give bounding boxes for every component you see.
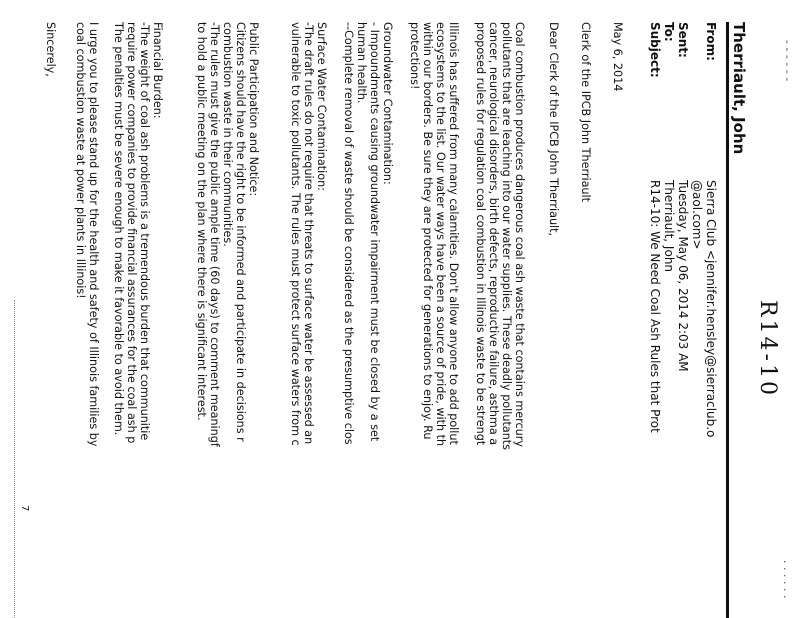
- letter-recipient: Clerk of the IPCB John Therriault: [579, 22, 592, 203]
- body-line: cancer, neurological disorders, birth defects, reproductive failure, asthma a: [487, 22, 500, 446]
- edge-mark-left: - - - - - -: [781, 40, 794, 82]
- body-line: -The draft rules do not require that threats to surface water be assessed an: [302, 22, 315, 445]
- body-line: - Impoundments causing groundwater impairment must be closed by a set: [368, 22, 381, 442]
- scan-footer-mark: [14, 300, 15, 618]
- body-line: The penalties must be severe enough to make it favorable to avoid them.: [112, 22, 125, 436]
- letter-date: May 6, 2014: [611, 22, 624, 92]
- body-line: Coal combustion produces dangerous coal ash waste that contains mercury: [513, 22, 526, 447]
- header-label-sent: Sent:: [676, 22, 690, 58]
- header-divider: [726, 22, 729, 618]
- header-value-sent: Tuesday, May 06, 2014 2:03 AM: [676, 180, 690, 372]
- body-line: human health.: [355, 22, 368, 104]
- body-line: within our borders. Be sure they are protected for generations to enjoy. Ru: [421, 22, 434, 440]
- body-line: Illinois has suffered from many calamities. Don't allow anyone to add pollut: [447, 22, 460, 445]
- sender-name: Therriault, John: [730, 22, 748, 155]
- body-line: --Complete removal of waste should be considered as the presumptive clos: [342, 22, 355, 445]
- body-line: to hold a public meeting on the plan where there is significant interest.: [195, 22, 208, 421]
- letter-signoff: Sincerely,: [44, 22, 57, 77]
- body-line: Citizens should have the right to be informed and participate in decisions r: [234, 22, 247, 442]
- body-line: require power companies to provide financial assurances for the coal ash p: [125, 22, 138, 444]
- header-value-from-cont: @aol.com>: [690, 180, 704, 250]
- header-value-from: Sierra Club <jennifer.hensley@sierraclub.o: [704, 180, 718, 438]
- letter-salutation: Dear Clerk of the IPCB John Therriault,: [547, 22, 560, 237]
- body-line: proposed rules for regulation coal combustion in Illinois waste to be strengt: [474, 22, 487, 446]
- section-heading: Groundwater Contamination:: [381, 22, 394, 185]
- header-label-subject: Subject:: [648, 22, 662, 78]
- body-line: vulnerable to toxic pollutants. The rules must protect surface waters from c: [289, 22, 302, 446]
- body-line: combustion waste in their communities.: [221, 22, 234, 247]
- body-line: ecosystems to the list. Our water ways have been a source of pride, with th: [434, 22, 447, 447]
- body-line: pollutants that are leaching into our water supplies. These deadly pollutants: [500, 22, 513, 450]
- edge-mark-right: . . . . . .: [781, 560, 794, 599]
- header-value-subject: R14-10: We Need Coal Ash Rules that Prot: [648, 180, 662, 433]
- header-value-to: Therriault, John: [662, 180, 676, 273]
- page-number: 7: [19, 505, 30, 512]
- section-heading: Financial Burden:: [151, 22, 164, 119]
- body-line: protections!: [408, 22, 421, 90]
- body-line: -The weight of coal ash problems is a tremendous burden that communitie: [138, 22, 151, 441]
- docket-stamp: R14-10: [755, 300, 780, 398]
- header-label-to: To:: [662, 22, 676, 42]
- body-line: I urge you to please stand up for the health and safety of Illinois families by: [87, 22, 100, 447]
- section-heading: Public Participation and Notice:: [247, 22, 260, 197]
- body-line: coal combustion waste at power plants in Illinois!: [74, 22, 87, 299]
- section-heading: Surface Water Contamination:: [315, 22, 328, 191]
- header-label-from: From:: [704, 22, 718, 61]
- body-line: -The rules must give the public ample time (60 days) to comment meaningf: [208, 22, 221, 447]
